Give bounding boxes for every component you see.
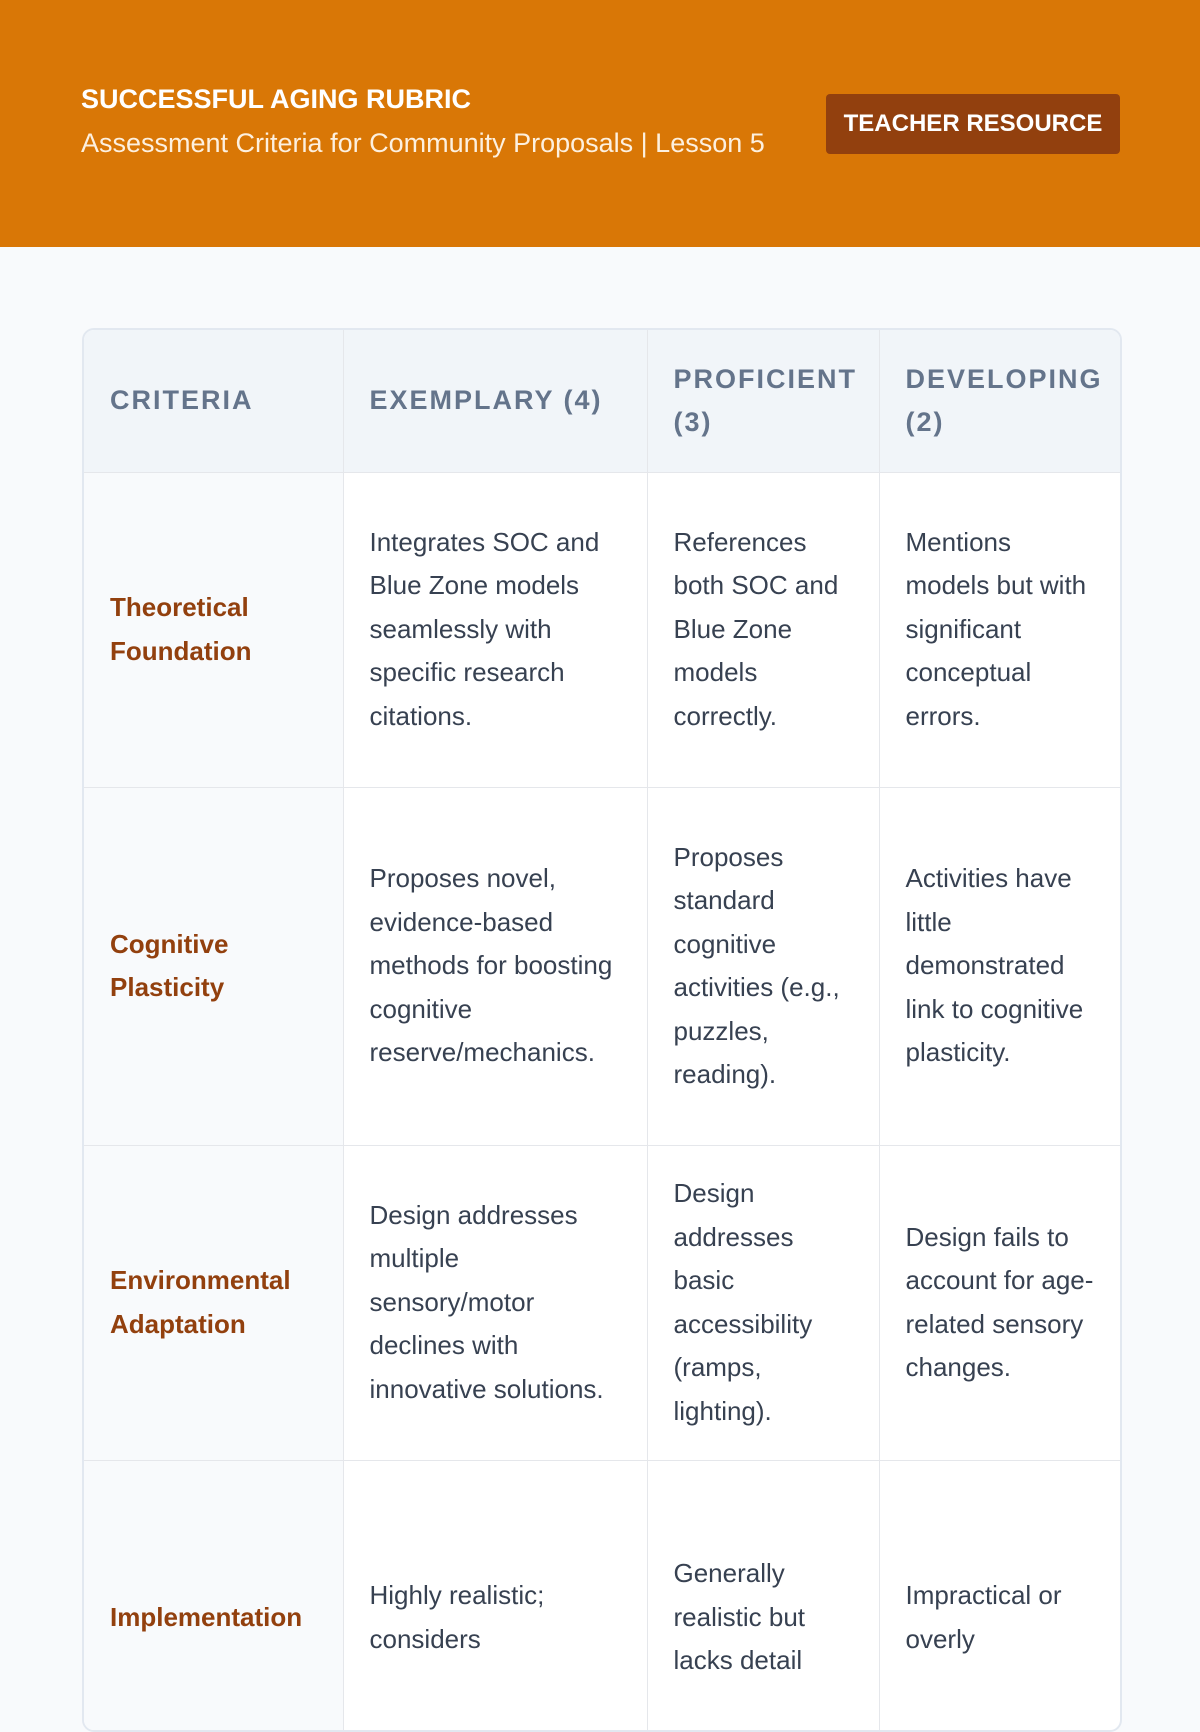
- table-header-row: [84, 330, 1120, 472]
- column-header-exemplary: EXEMPLARY (4): [343, 330, 647, 472]
- proficient-cell: References both SOC and Blue Zone models correctly.: [647, 472, 879, 787]
- table-row: [84, 1145, 1120, 1460]
- column-header-proficient: PROFICIENT (3): [647, 330, 879, 472]
- proficient-cell: Design addresses basic accessibility (ramps, lighting).: [647, 1145, 879, 1460]
- criteria-cell: Environmental Adaptation: [84, 1145, 343, 1460]
- rubric-table: [84, 330, 1120, 1732]
- page-title: SUCCESSFUL AGING RUBRIC: [81, 84, 472, 114]
- column-header-developing: DEVELOPING (2): [879, 330, 1120, 472]
- column-header-criteria: CRITERIA: [84, 330, 343, 472]
- rubric-table-container: [82, 328, 1122, 1732]
- criteria-cell: Implementation: [84, 1460, 343, 1732]
- page-subtitle: Assessment Criteria for Community Proposals | Lesson 5: [81, 128, 765, 158]
- proficient-cell: Generally realistic but lacks detail: [647, 1460, 879, 1732]
- developing-cell: Impractical or overly: [879, 1460, 1120, 1732]
- exemplary-cell: Integrates SOC and Blue Zone models seamlessly with specific research citations.: [343, 472, 647, 787]
- table-row: [84, 787, 1120, 1145]
- developing-cell: Mentions models but with significant conceptual errors.: [879, 472, 1120, 787]
- developing-cell: Activities have little demonstrated link to cognitive plasticity.: [879, 787, 1120, 1145]
- developing-cell: Design fails to account for age-related sensory changes.: [879, 1145, 1120, 1460]
- criteria-cell: Cognitive Plasticity: [84, 787, 343, 1145]
- table-row: [84, 472, 1120, 787]
- table-row: [84, 1460, 1120, 1732]
- exemplary-cell: Proposes novel, evidence-based methods for boosting cognitive reserve/mechanics.: [343, 787, 647, 1145]
- page-header: [0, 0, 1200, 247]
- exemplary-cell: Design addresses multiple sensory/motor declines with innovative solutions.: [343, 1145, 647, 1460]
- proficient-cell: Proposes standard cognitive activities (e.g., puzzles, reading).: [647, 787, 879, 1145]
- criteria-cell: Theoretical Foundation: [84, 472, 343, 787]
- exemplary-cell: Highly realistic; considers: [343, 1460, 647, 1732]
- teacher-resource-badge: TEACHER RESOURCE: [826, 94, 1120, 154]
